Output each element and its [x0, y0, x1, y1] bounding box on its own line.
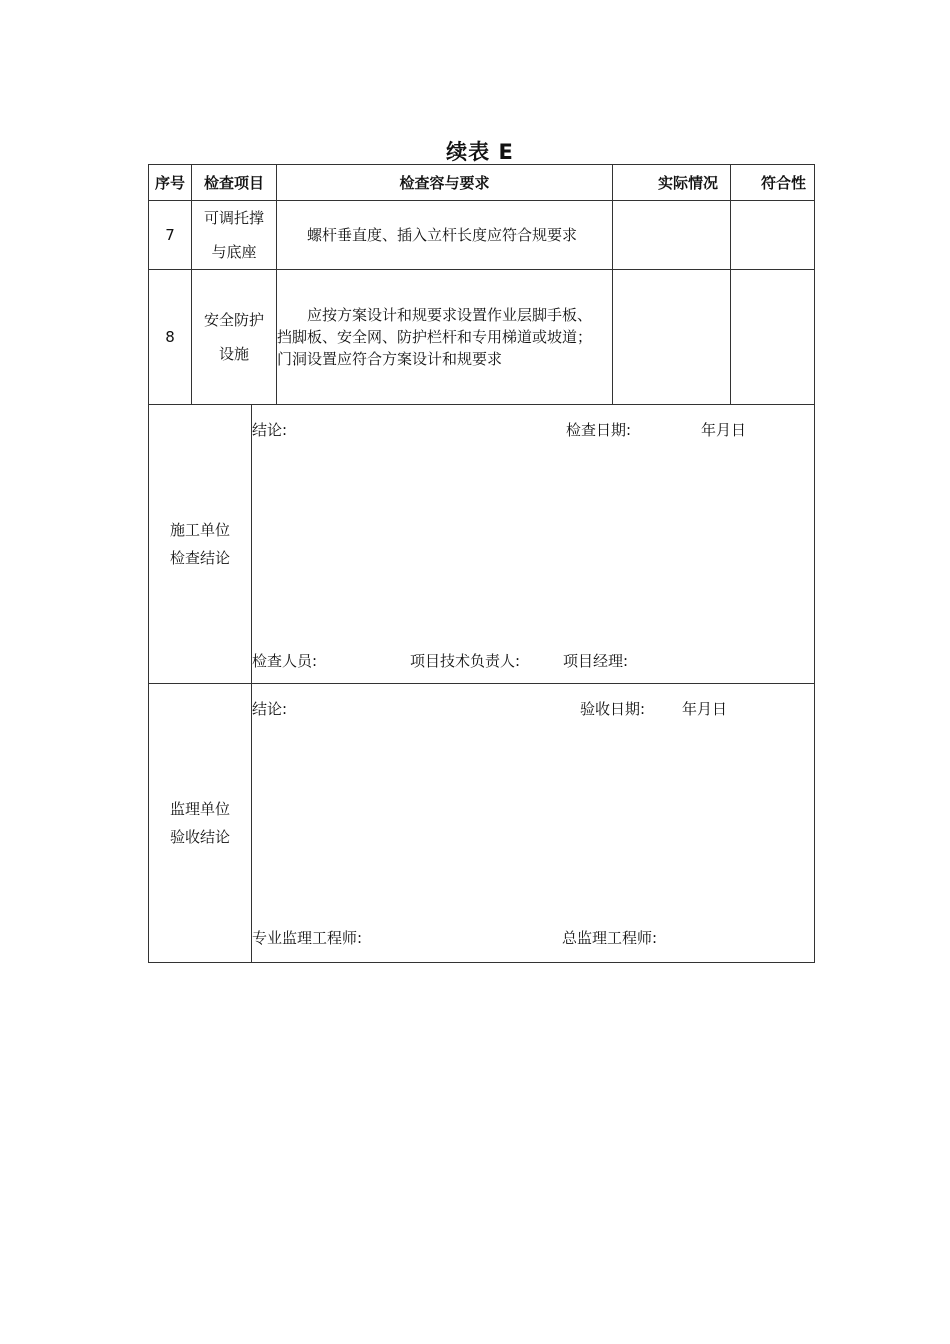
row-requirement: 螺杆垂直度、插入立杆长度应符合规要求 [277, 201, 613, 270]
construction-unit-content[interactable] [252, 405, 815, 684]
row-actual-cell[interactable] [613, 270, 731, 405]
supervision-engineer-label: 专业监理工程师: [252, 929, 363, 947]
header-conformity: 符合性 [731, 165, 815, 201]
construction-unit-label-line2: 检查结论 [169, 549, 230, 567]
supervision-chief-engineer-label: 总监理工程师: [562, 929, 658, 947]
table-row [149, 201, 815, 270]
header-seq: 序号 [149, 165, 192, 201]
row-conformity-cell[interactable] [731, 201, 815, 270]
construction-inspector-label: 检查人员: [252, 652, 318, 670]
row-item-line1: 安全防护 [204, 311, 265, 329]
row-conformity-cell[interactable] [731, 270, 815, 405]
row-item [192, 270, 277, 405]
supervision-unit-row [149, 684, 815, 963]
construction-unit-row [149, 405, 815, 684]
header-item: 检查项目 [192, 165, 277, 201]
supervision-unit-label-line1: 监理单位 [169, 800, 230, 818]
row-item-line1: 可调托撑 [204, 209, 265, 227]
supervision-date-label: 验收日期: [580, 700, 646, 718]
table-row [149, 270, 815, 405]
supervision-unit-label [149, 684, 252, 963]
row-item [192, 201, 277, 270]
construction-tech-lead-label: 项目技术负责人: [410, 652, 521, 670]
row-item-line2: 与底座 [211, 243, 257, 261]
row-seq: 7 [149, 201, 192, 270]
row-seq: 8 [149, 270, 192, 405]
construction-unit-label [149, 405, 252, 684]
row-item-line2: 设施 [219, 345, 250, 363]
row-requirement: 应按方案设计和规要求设置作业层脚手板、挡脚板、安全网、防护栏杆和专用梯道或坡道；门洞设置应符合方案设计和规要求 [277, 270, 613, 405]
page-title: 续表 E [446, 140, 514, 164]
construction-conclusion-label: 结论: [252, 421, 288, 439]
header-actual: 实际情况 [613, 165, 731, 201]
supervision-unit-label-line2: 验收结论 [169, 828, 230, 846]
construction-date-label: 检查日期: [566, 421, 632, 439]
header-requirement: 检查容与要求 [277, 165, 613, 201]
inspection-table [148, 164, 815, 963]
row-actual-cell[interactable] [613, 201, 731, 270]
construction-unit-label-line1: 施工单位 [169, 521, 230, 539]
table-header-row [149, 165, 815, 201]
supervision-conclusion-label: 结论: [252, 700, 288, 718]
construction-manager-label: 项目经理: [563, 652, 629, 670]
supervision-date-value: 年月日 [682, 700, 728, 718]
supervision-unit-content[interactable] [252, 684, 815, 963]
construction-date-value: 年月日 [701, 421, 747, 439]
